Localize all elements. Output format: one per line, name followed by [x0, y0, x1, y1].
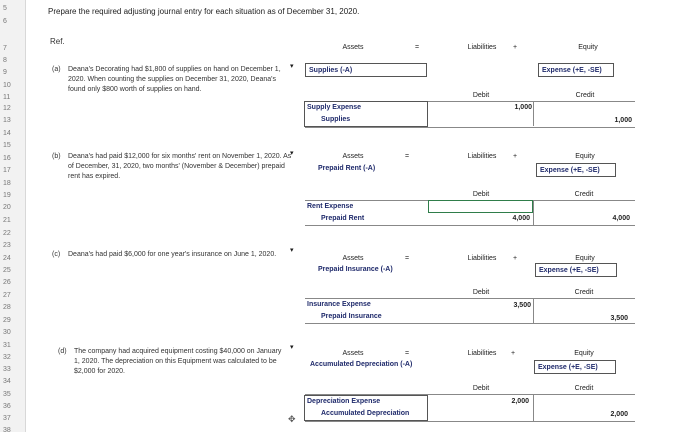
liabilities-header: Liabilities: [467, 44, 497, 51]
comment-marker-icon: ▾: [290, 150, 294, 157]
equity-header: Equity: [575, 255, 595, 262]
asset-account-cell[interactable]: Accumulated Depreciation (-A): [310, 361, 413, 368]
row-number[interactable]: 20: [3, 204, 11, 211]
instruction-text: Prepare the required adjusting journal entry for each situation as of December 31, 2020.: [48, 7, 360, 16]
entry-top-line: [305, 298, 635, 299]
row-number[interactable]: 35: [3, 391, 11, 398]
debit-account-name: Insurance Expense: [307, 301, 371, 308]
entry-bottom-line: [305, 225, 635, 226]
debit-account-name: Depreciation Expense: [307, 398, 381, 405]
row-number-gutter: [0, 0, 26, 432]
section-description: The company had acquired equipment costing $40,000 on January 1, 2020. The depreciation on this Equipment was calculated to be $2,000 for 2020.: [74, 348, 282, 375]
credit-account-name: Prepaid Rent: [321, 215, 365, 222]
debit-header: Debit: [472, 289, 490, 296]
assets-header: Assets: [342, 44, 364, 51]
plus-sign: +: [512, 255, 518, 262]
row-number[interactable]: 18: [3, 180, 11, 187]
debit-amount[interactable]: 1,000: [514, 104, 532, 111]
row-number[interactable]: 11: [3, 94, 11, 101]
asset-account-cell[interactable]: Prepaid Insurance (-A): [318, 266, 393, 273]
comment-marker-icon: ▾: [290, 247, 294, 254]
move-cursor-icon: ✥: [288, 414, 296, 424]
debit-amount[interactable]: 4,000: [512, 215, 530, 222]
row-number[interactable]: 23: [3, 242, 11, 249]
row-number[interactable]: 33: [3, 366, 11, 373]
equity-header: Equity: [578, 44, 598, 51]
liabilities-header: Liabilities: [467, 255, 497, 262]
debit-header: Debit: [472, 191, 490, 198]
selected-cell[interactable]: [428, 200, 533, 213]
section-description: Deana's had paid $6,000 for one year's insurance on June 1, 2020.: [68, 251, 277, 258]
credit-header: Credit: [574, 191, 594, 198]
row-number[interactable]: 28: [3, 304, 11, 311]
plus-sign: +: [512, 153, 518, 160]
equity-account-cell[interactable]: Expense (+E, -SE): [538, 63, 614, 77]
account-name-cell[interactable]: [304, 395, 428, 421]
assets-header: Assets: [342, 153, 364, 160]
row-number[interactable]: 32: [3, 354, 11, 361]
section-label: (c): [52, 251, 61, 258]
debit-account-name: Rent Expense: [307, 203, 354, 210]
equity-account-cell[interactable]: Expense (+E, -SE): [536, 163, 616, 177]
equity-header: Equity: [574, 350, 594, 357]
row-number[interactable]: 26: [3, 279, 11, 286]
credit-account-name: Accumulated Depreciation: [321, 410, 410, 417]
row-number[interactable]: 27: [3, 292, 11, 299]
row-number[interactable]: 30: [3, 329, 11, 336]
equals-sign: =: [404, 350, 410, 357]
row-number[interactable]: 22: [3, 230, 11, 237]
credit-header: Credit: [574, 289, 594, 296]
row-number[interactable]: 19: [3, 192, 11, 199]
credit-amount[interactable]: 2,000: [610, 411, 628, 418]
debit-header: Debit: [472, 92, 490, 99]
assets-header: Assets: [342, 255, 364, 262]
row-number[interactable]: 12: [3, 105, 11, 112]
row-number[interactable]: 25: [3, 267, 11, 274]
assets-header: Assets: [342, 350, 364, 357]
debit-amount[interactable]: 2,000: [511, 398, 529, 405]
section-description: Deana's Decorating had $1,800 of supplies on hand on December 1, 2020. When counting the supplies on December 31, 2020, Deana's found only $800 worth of supplies on hand.: [68, 66, 281, 93]
credit-amount[interactable]: 1,000: [614, 117, 632, 124]
comment-marker-icon: ▾: [290, 344, 294, 351]
row-number[interactable]: 13: [3, 117, 11, 124]
credit-amount[interactable]: 3,500: [610, 315, 628, 322]
credit-header: Credit: [575, 92, 595, 99]
account-name-cell[interactable]: [304, 101, 428, 127]
comment-marker-icon: ▾: [290, 63, 294, 70]
plus-sign: +: [512, 44, 518, 51]
row-number[interactable]: 24: [3, 255, 11, 262]
asset-account-cell[interactable]: Supplies (-A): [305, 63, 427, 77]
row-number[interactable]: 9: [3, 69, 7, 76]
row-number[interactable]: 17: [3, 167, 11, 174]
equity-account-cell[interactable]: Expense (+E, -SE): [534, 360, 616, 374]
debit-account-name: Supply Expense: [307, 104, 362, 111]
section-description: Deana's had paid $12,000 for six months' rent on November 1, 2020. As of December, 31, 2020, two months' (November & December) prepaid rent has expired.: [68, 153, 292, 180]
row-number[interactable]: 15: [3, 142, 11, 149]
section-label: (d): [58, 348, 67, 355]
equals-sign: =: [404, 255, 410, 262]
debit-credit-divider: [533, 101, 534, 126]
credit-header: Credit: [574, 385, 594, 392]
section-label: (b): [52, 153, 61, 160]
row-number[interactable]: 34: [3, 378, 11, 385]
row-number[interactable]: 36: [3, 403, 11, 410]
plus-sign: +: [510, 350, 516, 357]
equity-header: Equity: [575, 153, 595, 160]
row-number[interactable]: 14: [3, 130, 11, 137]
debit-credit-divider: [533, 298, 534, 323]
entry-bottom-line: [305, 421, 635, 422]
row-number[interactable]: 10: [3, 82, 11, 89]
equity-account-cell[interactable]: Expense (+E, -SE): [535, 263, 617, 277]
credit-amount[interactable]: 4,000: [612, 215, 630, 222]
row-number[interactable]: 38: [3, 427, 11, 432]
equals-sign: =: [404, 153, 410, 160]
row-number[interactable]: 29: [3, 317, 11, 324]
row-number[interactable]: 16: [3, 155, 11, 162]
debit-header: Debit: [472, 385, 490, 392]
debit-credit-divider: [533, 394, 534, 421]
section-label: (a): [52, 66, 61, 73]
row-number[interactable]: 5: [3, 5, 7, 12]
debit-amount[interactable]: 3,500: [513, 302, 531, 309]
row-number[interactable]: 8: [3, 57, 7, 64]
row-number[interactable]: 7: [3, 45, 7, 52]
debit-credit-divider: [533, 200, 534, 225]
row-number[interactable]: 21: [3, 217, 11, 224]
row-number[interactable]: 6: [3, 18, 7, 25]
row-number[interactable]: 31: [3, 342, 11, 349]
liabilities-header: Liabilities: [467, 350, 497, 357]
asset-account-cell[interactable]: Prepaid Rent (-A): [318, 165, 376, 172]
row-number[interactable]: 37: [3, 415, 11, 422]
entry-bottom-line: [305, 323, 635, 324]
credit-account-name: Supplies: [321, 116, 351, 123]
entry-bottom-line: [305, 127, 635, 128]
liabilities-header: Liabilities: [467, 153, 497, 160]
equals-sign: =: [414, 44, 420, 51]
credit-account-name: Prepaid Insurance: [321, 313, 382, 320]
ref-label: Ref.: [50, 37, 65, 46]
